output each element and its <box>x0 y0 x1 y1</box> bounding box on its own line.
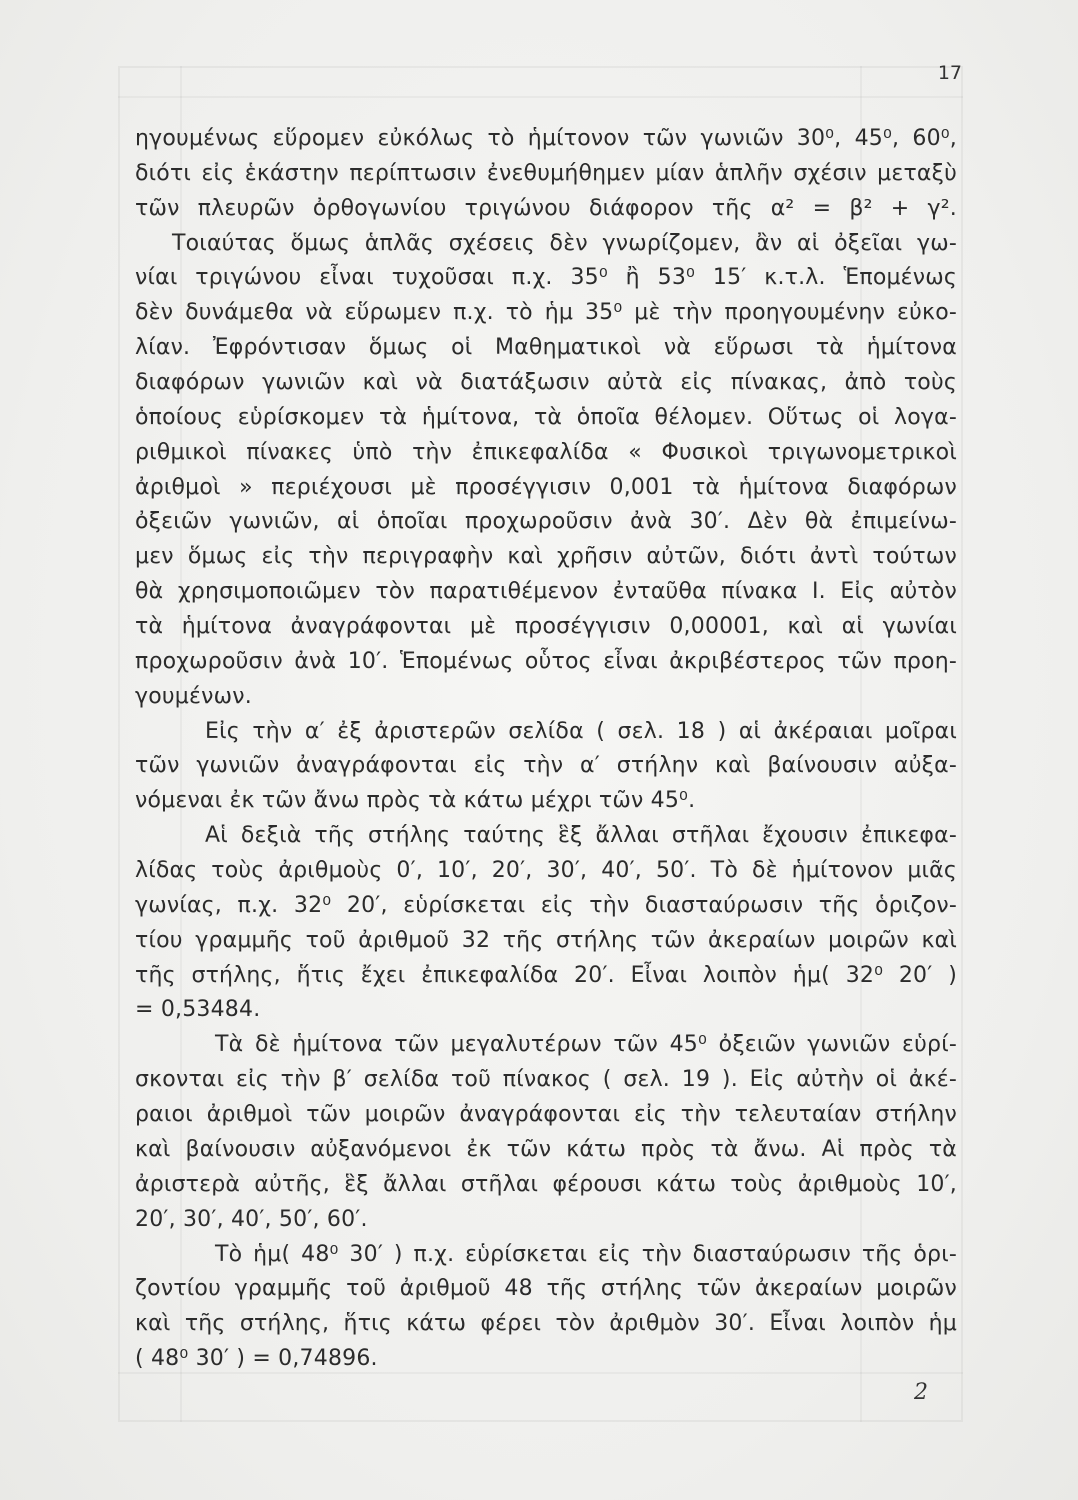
paragraph-start-line: Τοιαύτας ὅμως ἁπλᾶς σχέσεις δὲν γνωρίζομεν, ἂν αἱ ὀξεῖαι γω- <box>172 230 957 256</box>
text-line: λίαν. Ἐφρόντισαν ὅμως οἱ Μαθηματικοὶ νὰ εὕρωσι τὰ ἡμίτονα <box>135 335 957 361</box>
text-line: τίου γραμμῆς τοῦ ἀριθμοῦ 32 τῆς στήλης τῶν ἀκεραίων μοιρῶν καὶ <box>135 927 957 953</box>
text-line: ριθμικοὶ πίνακες ὑπὸ τὴν ἐπικεφαλίδα « Φυσικοὶ τριγωνομετρικοὶ <box>135 439 957 465</box>
text-line: μεν ὅμως εἰς τὴν περιγραφὴν καὶ χρῆσιν αὐτῶν, διότι ἀντὶ τούτων <box>135 544 957 570</box>
text-line: δὲν δυνάμεθα νὰ εὕρωμεν π.χ. τὸ ἡμ 35⁰ μὲ τὴν προηγουμένην εὐκο- <box>135 300 957 326</box>
paragraph-end-line: νόμεναι ἐκ τῶν ἄνω πρὸς τὰ κάτω μέχρι τῶν 45⁰. <box>135 788 696 814</box>
text-line: λίδας τοὺς ἀριθμοὺς 0′, 10′, 20′, 30′, 40′, 50′. Τὸ δὲ ἡμίτονον μιᾶς <box>135 858 957 884</box>
paragraph-end-line: 20′, 30′, 40′, 50′, 60′. <box>135 1206 368 1232</box>
text-line: νίαι τριγώνου εἶναι τυχοῦσαι π.χ. 35⁰ ἢ 53⁰ 15′ κ.τ.λ. Ἑπομένως <box>135 265 957 291</box>
text-line: ζοντίου γραμμῆς τοῦ ἀριθμοῦ 48 τῆς στήλης τῶν ἀκεραίων μοιρῶν <box>135 1276 957 1302</box>
text-line: διαφόρων γωνιῶν καὶ νὰ διατάξωσιν αὐτὰ εἰς πίνακας, ἀπὸ τοὺς <box>135 370 957 396</box>
text-line: ὀξειῶν γωνιῶν, αἱ ὁποῖαι προχωροῦσιν ἀνὰ 30′. Δὲν θὰ ἐπιμείνω- <box>135 509 957 535</box>
paragraph-end-line: ( 48⁰ 30′ ) = 0,74896. <box>135 1346 378 1372</box>
signature-mark: 2 <box>914 1380 928 1405</box>
text-line: ἀριστερὰ αὐτῆς, ἓξ ἄλλαι στῆλαι φέρουσι κάτω τοὺς ἀριθμοὺς 10′, <box>135 1171 957 1197</box>
text-line: καὶ τῆς στήλης, ἥτις κάτω φέρει τὸν ἀριθμὸν 30′. Εἶναι λοιπὸν ἡμ <box>135 1311 957 1337</box>
paragraph-start-line: Τὸ ἡμ( 48⁰ 30′ ) π.χ. εὑρίσκεται εἰς τὴν διασταύρωσιν τῆς ὁρι- <box>215 1241 957 1267</box>
show-through-row-line <box>118 96 963 98</box>
page-number: 17 <box>937 62 962 84</box>
text-line: τῶν πλευρῶν ὀρθογωνίου τριγώνου διάφορον τῆς α² = β² + γ². <box>135 195 957 221</box>
text-line: καὶ βαίνουσιν αὐξανόμενοι ἐκ τῶν κάτω πρὸς τὰ ἄνω. Αἱ πρὸς τὰ <box>135 1136 957 1162</box>
text-line: ἀριθμοὶ » περιέχουσι μὲ προσέγγισιν 0,001 τὰ ἡμίτονα διαφόρων <box>135 474 957 500</box>
text-line: τῆς στήλης, ἥτις ἔχει ἐπικεφαλίδα 20′. Εἶναι λοιπὸν ἡμ( 32⁰ 20′ ) <box>135 962 957 988</box>
text-line: διότι εἰς ἑκάστην περίπτωσιν ἐνεθυμήθημεν μίαν ἁπλῆν σχέσιν μεταξὺ <box>135 160 957 186</box>
paragraph-end-line: γουμένων. <box>135 683 252 709</box>
paragraph-end-line: = 0,53484. <box>135 997 261 1023</box>
text-line: τῶν γωνιῶν ἀναγράφονται εἰς τὴν α′ στήλην καὶ βαίνουσιν αὐξα- <box>135 753 957 779</box>
text-line: γωνίας, π.χ. 32⁰ 20′, εὑρίσκεται εἰς τὴν διασταύρωσιν τῆς ὁριζον- <box>135 892 957 918</box>
text-line: ηγουμένως εὕρομεν εὐκόλως τὸ ἡμίτονον τῶν γωνιῶν 30⁰, 45⁰, 60⁰, <box>135 126 957 151</box>
text-line: ραιοι ἀριθμοὶ τῶν μοιρῶν ἀναγράφονται εἰς τὴν τελευταίαν στήλην <box>135 1102 957 1128</box>
paragraph-start-line: Αἱ δεξιὰ τῆς στήλης ταύτης ἓξ ἄλλαι στῆλαι ἔχουσιν ἐπικεφα- <box>205 823 957 849</box>
paragraph-start-line: Τὰ δὲ ἡμίτονα τῶν μεγαλυτέρων τῶν 45⁰ ὀξειῶν γωνιῶν εὑρί- <box>215 1032 957 1058</box>
body-text <box>135 122 957 1377</box>
text-line: ὁποίους εὑρίσκομεν τὰ ἡμίτονα, τὰ ὁποῖα θέλομεν. Οὕτως οἱ λογα- <box>135 404 957 430</box>
text-line: σκονται εἰς τὴν β′ σελίδα τοῦ πίνακος ( σελ. 19 ). Εἰς αὐτὴν οἱ ἀκέ- <box>135 1067 957 1093</box>
text-line: θὰ χρησιμοποιῶμεν τὸν παρατιθέμενον ἐνταῦθα πίνακα I. Εἰς αὐτὸν <box>135 579 957 605</box>
text-line: προχωροῦσιν ἀνὰ 10′. Ἑπομένως οὗτος εἶναι ἀκριβέστερος τῶν προη- <box>135 648 957 674</box>
paragraph-start-line: Εἰς τὴν α′ ἐξ ἀριστερῶν σελίδα ( σελ. 18 ) αἱ ἀκέραιαι μοῖραι <box>205 718 957 744</box>
text-line: τὰ ἡμίτονα ἀναγράφονται μὲ προσέγγισιν 0,00001, καὶ αἱ γωνίαι <box>135 614 957 640</box>
